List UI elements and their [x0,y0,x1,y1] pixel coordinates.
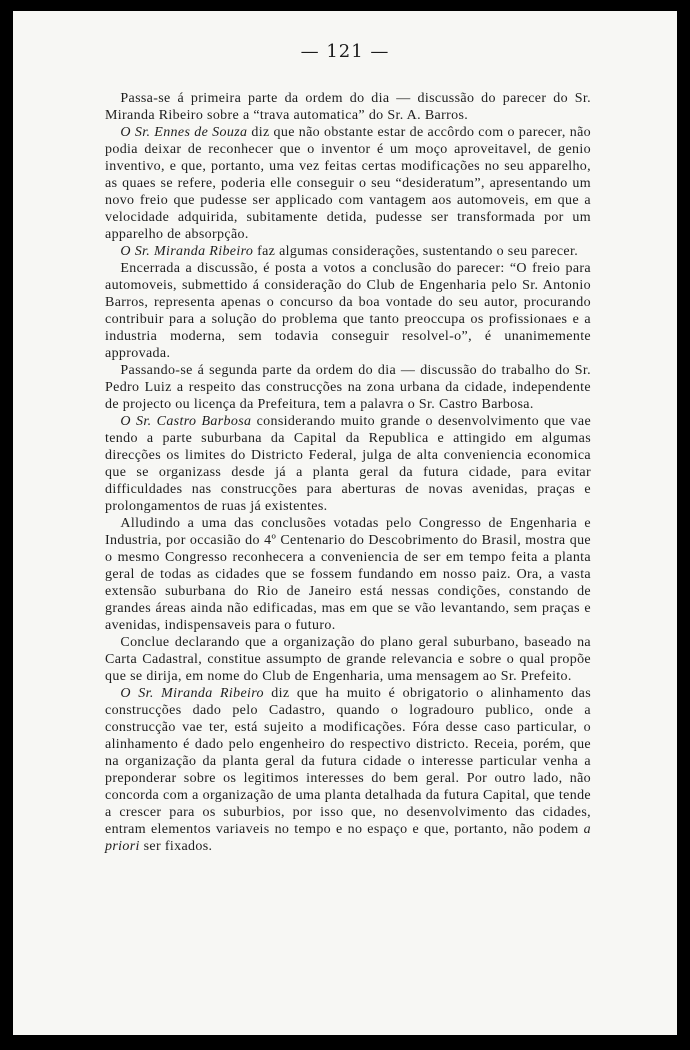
paragraph [105,90,591,124]
paragraph [105,515,591,634]
speaker-name: O Sr. Ennes de Souza [120,125,248,140]
text-run: Conclue declarando que a organização do plano geral suburbano, baseado na Carta Cadastral, constitue assumpto de grande relevancia e sobre o qual propõe que se dirija, em nome do Club de Engenharia, uma mensagem ao Sr. Prefeito. [105,635,591,684]
paragraph [105,634,591,685]
text-run: considerando muito grande o desenvolvimento que vae tendo a parte suburbana da Capital da Republica e attingido em algumas direcções os limites do Districto Federal, julga de alta conveniencia economica que se organizass desde já a planta geral da futura cidade, para evitar difficuldades nas construcções para aberturas de novas avenidas, praças e prolongamentos de ruas já existentes. [105,414,592,514]
paragraph [105,362,591,413]
paragraph [105,243,591,260]
paragraph [105,685,591,855]
document-page [13,11,677,1035]
speaker-name: O Sr. Miranda Ribeiro [120,244,254,259]
text-run: Passando-se á segunda parte da ordem do dia — discussão do trabalho do Sr. Pedro Luiz a respeito das construcções na zona urbana da cidade, independente de projecto ou licença da Prefeitura, tem a palavra o Sr. Castro Barbosa. [105,363,591,412]
text-run: diz que não obstante estar de accôrdo com o parecer, não podia deixar de reconhecer que o inventor é um moço aproveitavel, de genio inventivo, e que, portanto, uma vez feitas certas modificações no seu apparelho, as quaes se refere, poderia elle conseguir o seu “desideratum”, apresentando um novo freio que pudesse ser applicado com vantagem aos automoveis, em que a velocidade adquirida, subitamente detida, pudesse ser transformada por um apparelho de absorpção. [105,125,591,242]
text-run: Passa-se á primeira parte da ordem do dia — discussão do parecer do Sr. Miranda Ribeiro sobre a “trava automatica” do Sr. A. Barros. [105,91,591,123]
speaker-name: O Sr. Castro Barbosa [120,414,252,429]
paragraph [105,413,591,515]
text-run: ser fixados. [139,839,213,854]
text-run: faz algumas considerações, sustentando o seu parecer. [253,244,579,259]
body-text [105,90,591,855]
text-run: Encerrada a discussão, é posta a votos a conclusão do parecer: “O freio para automoveis, submettido á consideração do Club de Engenharia pelo Sr. Antonio Barros, representa apenas o concurso da boa vontade do seu autor, procurando contribuir para a solução do problema que tanto preoccupa os profissionaes e a industria moderna, sem todavia conseguir resolvel-o”, é unanimemente approvada. [105,261,591,361]
text-run: Alludindo a uma das conclusões votadas pelo Congresso de Engenharia e Industria, por occasião do 4º Centenario do Descobrimento do Brasil, mostra que o mesmo Congresso reconhecera a conveniencia de ser em tempo feita a planta geral de todas as cidades que se fossem fundando em nosso paiz. Ora, a vasta extensão suburbana do Rio de Janeiro está nessas condições, constando de grandes áreas ainda não edificadas, mas em que se vão levantando, sem praças e avenidas, indispensaveis para o futuro. [105,516,591,633]
text-run: diz que ha muito é obrigatorio o alinhamento das construcções dado pelo Cadastro, quando o logradouro publico, onde a construcção vae ter, está sujeito a modificações. Fóra desse caso particular, o alinhamento é dado pelo engenheiro do respectivo districto. Receia, porém, que na organização da planta geral da futura cidade o interesse particular venha a preponderar sobre os legitimos interesses do bem geral. Por outro lado, não concorda com a organização de uma planta detalhada da futura Capital, que tende a crescer para os suburbios, por isso que, no desenvolvimento das cidades, entram elementos variaveis no tempo e no espaço e que, portanto, não podem [105,686,591,837]
speaker-name: a priori [105,822,591,854]
paragraph [105,124,591,243]
speaker-name: O Sr. Miranda Ribeiro [120,686,264,701]
page-number: — 121 — [300,41,390,62]
paragraph [105,260,591,362]
